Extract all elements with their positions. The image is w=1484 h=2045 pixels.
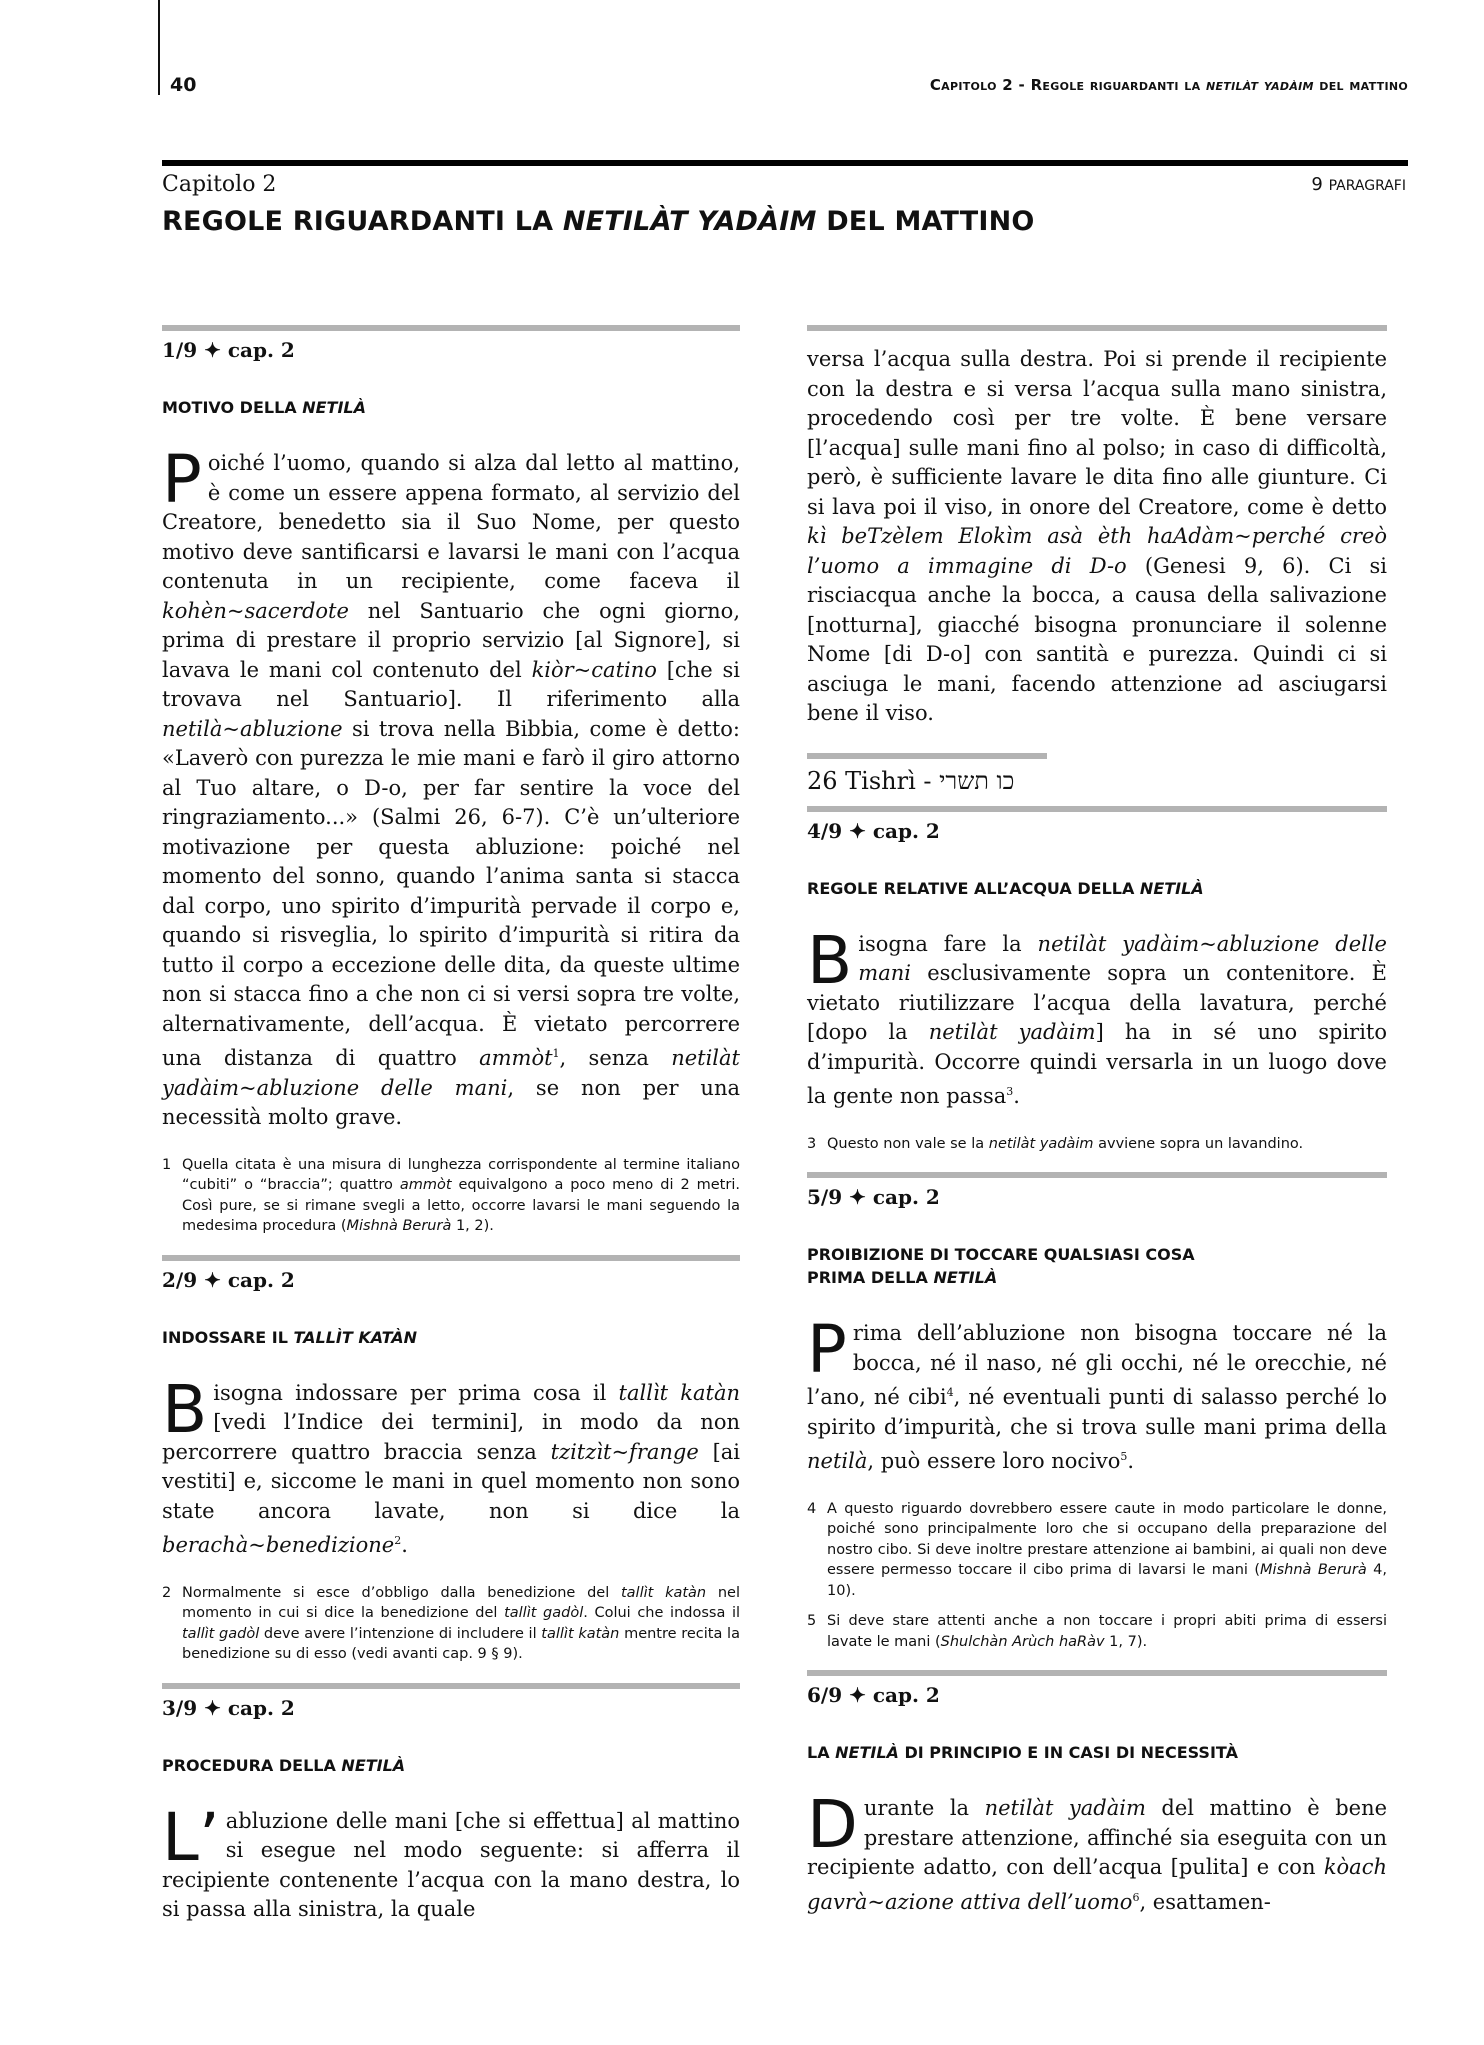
italic-term: netilàt yadàim~abluzione delle mani	[162, 1046, 740, 1100]
footnote-number: 5	[807, 1613, 817, 1629]
section-title-prefix: REGOLE RELATIVE ALL’ACQUA DELLA	[807, 878, 1140, 898]
footnote-ref[interactable]: 5	[1120, 1450, 1128, 1463]
footnote	[162, 1155, 740, 1237]
text-run: ] ha in sé uno spirito d’impurità. Occorre quindi versarla in un luogo dove la gente non passa	[807, 1020, 1388, 1108]
section-title	[807, 1741, 1387, 1764]
section-body	[807, 1311, 1387, 1477]
chapter-title-prefix: REGOLE RIGUARDANTI LA	[162, 206, 563, 237]
text-run: oiché l’uomo, quando si alza dal letto al mattino, è come un essere appena formato, al servizio del Creatore, benedetto sia il Suo Nome, per questo motivo deve santificarsi e lavarsi le mani con l’acqua contenuta in un recipiente, come faceva il	[162, 451, 740, 593]
drop-cap: B	[162, 1370, 208, 1448]
footnote-number: 1	[162, 1156, 172, 1173]
drop-cap: P	[162, 441, 202, 518]
italic-term: Shulchàn Arùch haRàv	[940, 1633, 1105, 1650]
section-rule	[807, 1670, 1387, 1676]
footnote	[807, 1611, 1387, 1652]
section-rule	[807, 1172, 1387, 1178]
text-run: , può essere loro nocivo	[867, 1449, 1121, 1473]
footnote-number: 3	[807, 1135, 817, 1152]
date-rule	[807, 753, 1047, 759]
footnote-ref[interactable]: 3	[1006, 1085, 1014, 1098]
section-title-prefix: PRIMA DELLA	[807, 1268, 934, 1287]
italic-term: kohèn~sacerdote	[162, 598, 349, 623]
italic-term: tallìt gadòl	[504, 1605, 584, 1621]
paragraph-count-label: PARAGRAFI	[1328, 178, 1406, 194]
section-title-prefix: LA	[807, 1743, 836, 1762]
section-title	[162, 396, 740, 419]
text-run: .	[1013, 1084, 1020, 1108]
chapter-title	[162, 206, 1035, 237]
text-run: si trova nella Bibbia, come è detto: «Laverò con purezza le mie mani e farò il giro attorno al Tuo altare, o D-o, per far sentire la voce del ringraziamento...» (Salmi 26, 6-7). C’è un’ulteriore motivazione per questa abluzione: poiché nel momento del sonno, quando l’anima santa si stacca dal corpo, uno spirito d’impurità pervade il corpo e, quando si risveglia, lo spirito d’impurità si ritira da tutto il corpo a eccezione delle dita, da queste ultime non si stacca fino a che non ci si versi sopra tre volte, alternativamente, dell’acqua. È vietato percorrere una distanza di quattro	[162, 716, 740, 1070]
section-title	[162, 1754, 740, 1777]
text-run: A questo riguardo dovrebbero essere caute in modo particolare le donne, poiché sono principalmente loro che si occupano della preparazione del nostro cibo. Si deve inoltre prestare attenzione ai bambini, ai quali non deve essere permesso toccare il cibo prima di lavarsi le mani (	[827, 1500, 1387, 1578]
chapter-label: Capitolo 2	[162, 172, 277, 197]
italic-term: kiòr~catino	[531, 657, 657, 682]
footnote	[162, 1583, 740, 1665]
section-number: 3/9 ✦ cap. 2	[162, 1695, 295, 1720]
section-body	[162, 441, 740, 1133]
left-column	[162, 325, 740, 1925]
section-rule	[807, 325, 1387, 331]
footnote-text	[827, 1134, 1387, 1155]
footnote-number: 4	[807, 1500, 817, 1517]
page-number: 40	[170, 74, 197, 96]
section-title	[162, 1326, 740, 1349]
section-number: 2/9 ✦ cap. 2	[162, 1267, 295, 1292]
section-title-italic: TALLÌT KATÀN	[293, 1327, 418, 1347]
section-number: 5/9 ✦ cap. 2	[807, 1185, 940, 1209]
section-number: 6/9 ✦ cap. 2	[807, 1683, 940, 1707]
footnote	[807, 1499, 1387, 1602]
text-run: , se non per una necessità molto grave.	[162, 1075, 740, 1129]
italic-term: Mishnà Berurà	[346, 1218, 452, 1234]
footnote-ref[interactable]: 1	[552, 1047, 560, 1060]
text-run: isogna indossare per prima cosa il	[213, 1380, 619, 1405]
italic-term: kì beTzèlem Elokìm asà èth haAdàm~perché creò l’uomo a immagine di D-o	[807, 524, 1387, 578]
section-rule	[162, 1255, 740, 1261]
footnote-text	[827, 1611, 1387, 1652]
italic-term: tallìt katàn	[620, 1584, 707, 1601]
section-body-continued	[807, 345, 1387, 729]
section-title	[807, 877, 1387, 900]
text-run: [che si trovava nel Santuario]. Il riferimento alla	[162, 657, 740, 711]
text-run: , né eventuali punti di salasso perché lo spirito d’impurità, che si trova sulle mani prima della	[807, 1385, 1387, 1439]
italic-term: netilàt yadàim	[984, 1796, 1146, 1820]
section-body	[162, 1798, 740, 1925]
footnote-ref[interactable]: 2	[394, 1534, 402, 1547]
section-title-prefix: PROCEDURA DELLA	[162, 1755, 342, 1775]
text-run: equivalgono a poco meno di 2 metri. Così pure, se si rimane svegli a letto, occorre lavarsi le mani seguendo la medesima procedura (	[182, 1177, 740, 1234]
italic-term: netilàt yadàim~abluzione delle mani	[858, 931, 1387, 985]
text-run: avviene sopra un lavandino.	[1093, 1135, 1304, 1152]
footnote-number: 2	[162, 1584, 172, 1601]
text-run: , senza	[559, 1046, 672, 1070]
footnote	[807, 1134, 1387, 1155]
text-run: [ai vestiti] e, siccome le mani in quel momento non sono state ancora lavate, non si dice la	[162, 1439, 741, 1523]
footnote-text	[827, 1499, 1387, 1602]
section-title-italic: NETILÀ	[1139, 878, 1204, 898]
drop-cap: D	[807, 1786, 858, 1863]
paragraph-count-number: 9	[1311, 174, 1323, 195]
right-column	[807, 325, 1387, 1917]
section-title-italic: NETILÀ	[302, 398, 366, 417]
text-run: (Genesi 9, 6). Ci si risciacqua anche la bocca, a causa della salivazione [notturna], giacché bisogna pronunciare il solenne Nome [di D-o] con santità e purezza. Quindi ci si asciuga le mani, facendo attenzione ad asciugarsi bene il viso.	[807, 553, 1388, 725]
paragraph-count	[1311, 174, 1406, 195]
text-run: .	[401, 1533, 408, 1557]
text-run: Quella citata è una misura di lunghezza corrispondente al termine italiano “cubiti” o “braccia”; quattro	[182, 1156, 740, 1193]
date-heading: 26 Tishrì - כו תשרי	[807, 766, 1015, 795]
text-run: nel Santuario che ogni giorno, prima di prestare il proprio servizio [al Signore], si lavava le mani col contenuto del	[162, 598, 740, 682]
italic-term: tzitzìt~frange	[550, 1439, 699, 1464]
section-title-suffix: DI PRINCIPIO E IN CASI DI NECESSITÀ	[898, 1743, 1238, 1762]
italic-term: tallìt gadòl	[182, 1625, 260, 1642]
text-run: abluzione delle mani [che si effettua] al mattino si esegue nel modo seguente: si afferra il recipiente contenente l’acqua con la mano destra, lo si passa alla sinistra, la quale	[162, 1808, 740, 1921]
drop-cap: L’	[162, 1798, 220, 1876]
section-body	[162, 1370, 741, 1561]
chapter-title-suffix: DEL MATTINO	[816, 206, 1035, 237]
section-rule	[162, 1683, 740, 1689]
running-title-italic: netilàt yadàim	[1205, 76, 1314, 94]
section-rule	[162, 325, 740, 331]
text-run: mentre recita la benedizione su di esso (vedi avanti cap. 9 § 9).	[182, 1625, 740, 1662]
running-title	[930, 76, 1408, 94]
chapter-title-italic: NETILÀT YADÀIM	[562, 206, 817, 237]
section-title-prefix: MOTIVO DELLA	[162, 398, 303, 417]
italic-term: kòach gavrà~azione attiva dell’uomo	[807, 1855, 1387, 1914]
running-title-suffix: del mattino	[1313, 76, 1408, 94]
italic-term: netilàt yadàim	[928, 1020, 1096, 1044]
section-number: 4/9 ✦ cap. 2	[807, 818, 940, 843]
text-run: versa l’acqua sulla destra. Poi si prende il recipiente con la destra e si versa l’acqua sulla mano sinistra, procedendo così per tre volte. È bene versare [l’acqua] sulle mani fino al polso; in caso di difficoltà, però, è sufficiente lavare le dita fino alle giunture. Ci si lava poi il viso, in onore del Creatore, come è detto	[807, 347, 1387, 519]
italic-term: ammòt	[479, 1046, 553, 1070]
section-title-italic: NETILÀ	[835, 1743, 899, 1762]
text-run: 1, 7).	[1104, 1633, 1148, 1650]
text-run: , esattamen-	[1139, 1889, 1271, 1914]
text-run: 4, 10).	[827, 1562, 1387, 1599]
italic-term: Mishnà Berurà	[1260, 1562, 1367, 1578]
text-run: rima dell’abluzione non bisogna toccare né la bocca, né il naso, né gli occhi, né le orecchie, né l’ano, né cibi	[807, 1321, 1387, 1409]
text-run: 1, 2).	[451, 1218, 494, 1234]
italic-term: netilàt yadàim	[988, 1135, 1094, 1152]
text-run: [vedi l’Indice dei termini], in modo da non percorrere quattro braccia senza	[162, 1410, 740, 1464]
drop-cap: P	[807, 1311, 847, 1388]
text-run: nel momento in cui si dice la benedizione del	[182, 1584, 741, 1621]
chapter-rule	[162, 160, 1408, 166]
text-run: deve avere l’intenzione di includere il	[259, 1625, 542, 1642]
text-run: . Colui che indossa il	[583, 1605, 741, 1621]
section-title-italic: NETILÀ	[341, 1755, 406, 1775]
section-body	[807, 921, 1388, 1112]
footnote-ref[interactable]: 6	[1132, 1890, 1140, 1904]
section-title	[807, 1243, 1387, 1289]
italic-term: berachà~benedizione	[162, 1533, 395, 1557]
section-rule	[807, 806, 1387, 812]
running-title-prefix: Capitolo 2 - Regole riguardanti la	[929, 76, 1206, 94]
footnote-text	[182, 1155, 740, 1237]
section-title-line1: PROIBIZIONE DI TOCCARE QUALSIASI COSA	[807, 1245, 1195, 1264]
text-run: isogna fare la	[858, 931, 1038, 956]
drop-cap: B	[807, 921, 853, 999]
footnote-text	[182, 1583, 740, 1665]
section-number: 1/9 ✦ cap. 2	[162, 338, 295, 362]
text-run: .	[1127, 1449, 1135, 1473]
italic-term: tallìt katàn	[618, 1380, 741, 1405]
footnote-ref[interactable]: 4	[946, 1386, 954, 1399]
margin-rule	[158, 0, 160, 95]
text-run: del mattino è bene prestare attenzione, affinché sia eseguita con un recipiente adatto, con dell’acqua [pulita] e con	[807, 1796, 1388, 1879]
section-title-italic: NETILÀ	[933, 1268, 998, 1287]
italic-term: netilà	[807, 1449, 868, 1473]
text-run: esclusivamente sopra un contenitore. È vietato riutilizzare l’acqua della lavatura, perché [dopo la	[807, 961, 1387, 1044]
text-run: Questo non vale se la	[827, 1135, 989, 1152]
section-title-prefix: INDOSSARE IL	[162, 1327, 294, 1347]
text-run: Normalmente si esce d’obbligo dalla benedizione del	[182, 1584, 621, 1601]
italic-term: netilà~abluzione	[162, 716, 343, 741]
text-run: Si deve stare attenti anche a non toccare i propri abiti prima di essersi lavate le mani (	[827, 1613, 1387, 1650]
running-header	[170, 74, 1408, 98]
section-body	[807, 1786, 1388, 1917]
italic-term: ammòt	[399, 1177, 452, 1193]
italic-term: tallìt katàn	[541, 1625, 620, 1642]
text-run: urante la	[863, 1796, 985, 1820]
